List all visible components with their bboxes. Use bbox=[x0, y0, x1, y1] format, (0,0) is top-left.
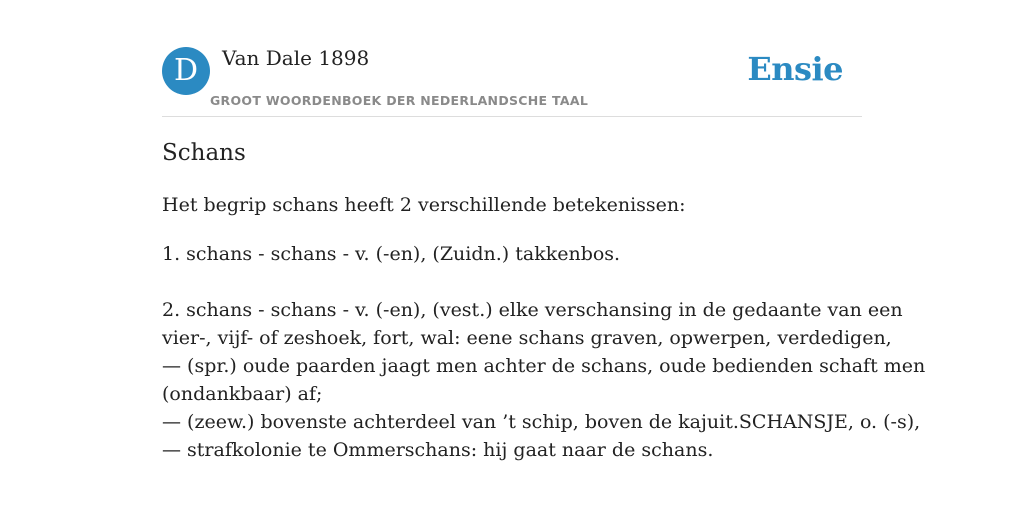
source-subtitle: GROOT WOORDENBOEK DER NEDERLANDSCHE TAAL bbox=[210, 93, 589, 108]
meaning-line: — strafkolonie te Ommerschans: hij gaat naar de schans. bbox=[162, 439, 714, 461]
meaning-line: — (spr.) oude paarden jaagt men achter de schans, oude bedienden schaft men bbox=[162, 355, 926, 377]
meaning-item bbox=[162, 240, 862, 268]
meaning-line: vier-, vijf- of zeshoek, fort, wal: eene schans graven, opwerpen, verdedigen, bbox=[162, 327, 892, 349]
source-logo[interactable] bbox=[162, 47, 210, 95]
meaning-item bbox=[162, 296, 926, 464]
brand-logo[interactable]: Ensie bbox=[747, 50, 843, 88]
source-title[interactable]: Van Dale 1898 bbox=[222, 46, 370, 70]
meanings-list bbox=[162, 240, 926, 464]
meaning-line: — (zeew.) bovenste achterdeel van ’t schip, boven de kajuit.SCHANSJE, o. (-s), bbox=[162, 411, 921, 433]
source-logo-letter: D bbox=[173, 53, 199, 88]
meaning-line: (ondankbaar) af; bbox=[162, 383, 323, 405]
meaning-line: 2. schans - schans - v. (-en), (vest.) elke verschansing in de gedaante van een bbox=[162, 299, 903, 321]
page-title: Schans bbox=[162, 140, 246, 166]
header bbox=[162, 44, 862, 117]
entry-intro: Het begrip schans heeft 2 verschillende betekenissen: bbox=[162, 194, 686, 216]
meaning-line: 1. schans - schans - v. (-en), (Zuidn.) takkenbos. bbox=[162, 243, 621, 265]
